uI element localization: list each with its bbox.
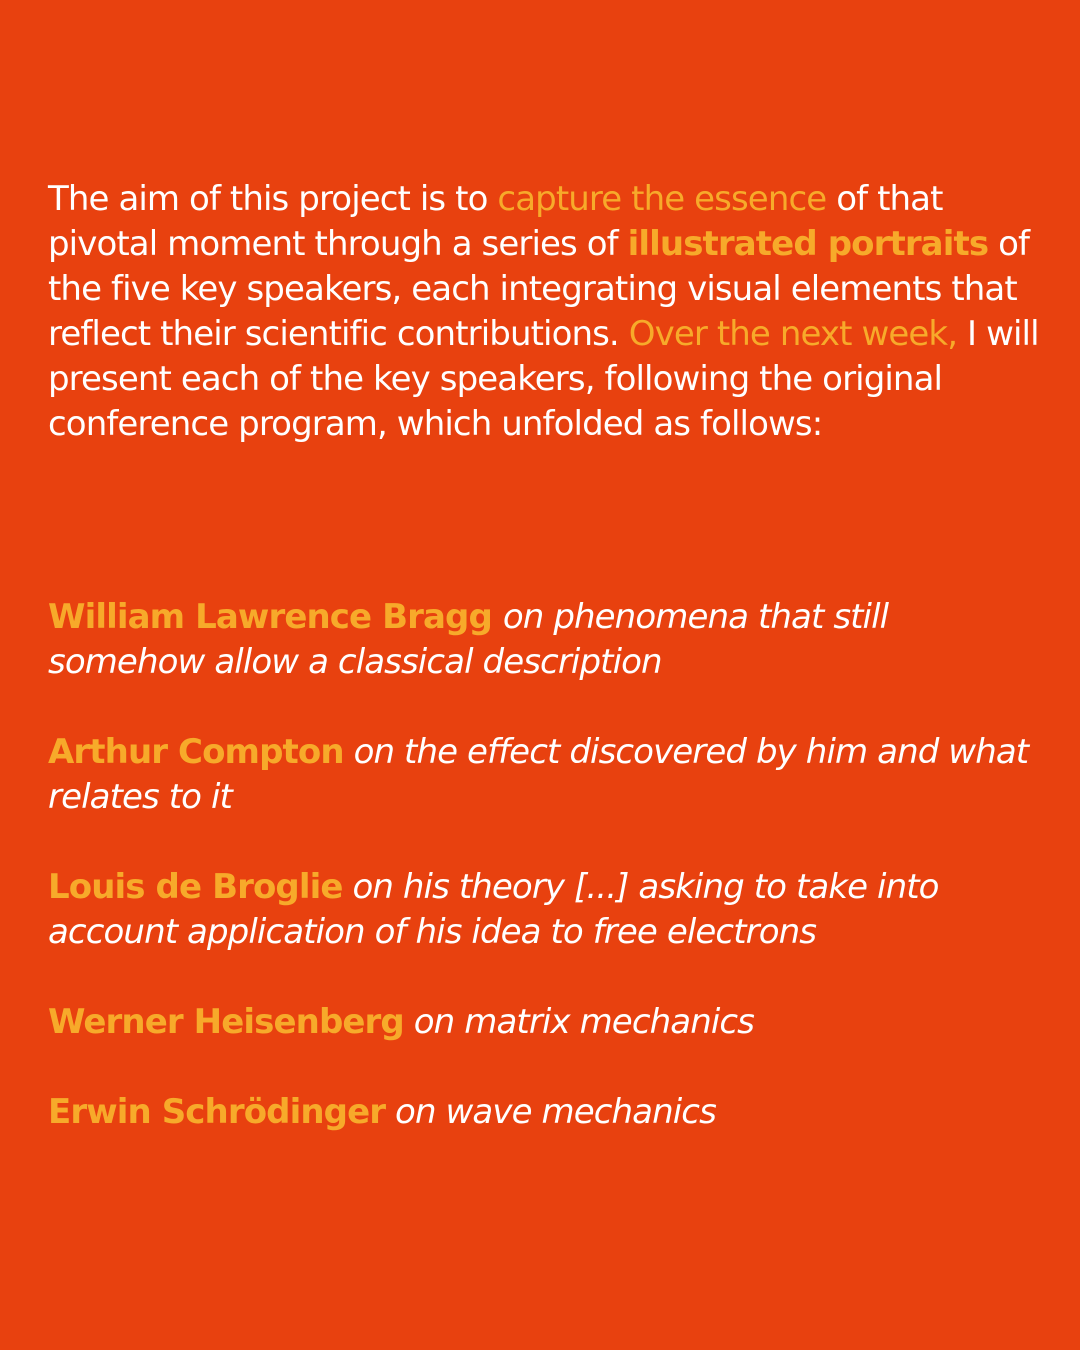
speaker-topic: on matrix mechanics (403, 1002, 754, 1042)
speaker-item-compton (48, 730, 1048, 820)
speaker-name: Arthur Compton (48, 732, 344, 772)
intro-text-4: I will present each of the key speakers, following the original conference program, which unfolded as follows: (48, 314, 1039, 444)
intro-highlight-essence: capture the essence (497, 179, 827, 219)
intro-text-3: of the five key speakers, each integrating visual elements that reflect their scientific contributions. (48, 224, 1030, 354)
intro-highlight-portraits: illustrated portraits (627, 224, 989, 264)
speaker-name: William Lawrence Bragg (48, 597, 503, 637)
speaker-topic: on his theory [...] asking to take into account application of his idea to free electrons (48, 867, 939, 952)
speaker-item-bragg (48, 595, 1048, 685)
intro-text-2: of that pivotal moment through a series of (48, 179, 943, 264)
speaker-item-de-broglie (48, 865, 1048, 955)
speaker-name: Werner Heisenberg (48, 1002, 404, 1042)
speaker-item-schrodinger (48, 1090, 1048, 1135)
speaker-topic: on the effect discovered by him and what relates to it (48, 732, 1029, 817)
intro-text-1: The aim of this project is to (48, 179, 498, 219)
intro-highlight-next-week: Over the next week, (628, 314, 958, 354)
speaker-name: Louis de Broglie (48, 867, 343, 907)
speaker-topic: on phenomena that still somehow allow a classical description (48, 597, 889, 682)
speaker-item-heisenberg (48, 1000, 1048, 1045)
speaker-name: Erwin Schrödinger (48, 1092, 386, 1132)
speaker-topic: on wave mechanics (385, 1092, 716, 1132)
intro-paragraph (48, 177, 1048, 447)
